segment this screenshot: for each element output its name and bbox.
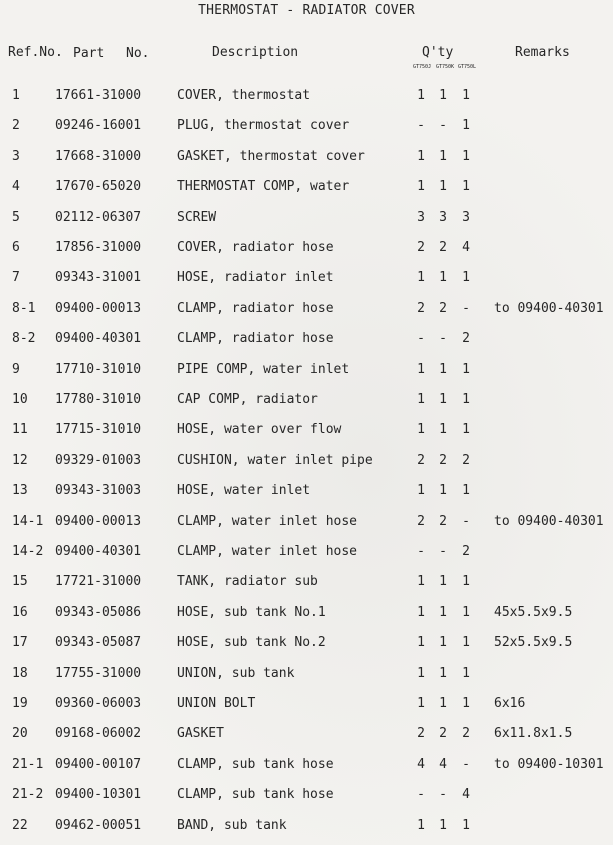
part-number-cell: 09360-06003 [55, 696, 142, 711]
part-number-cell: 09343-05086 [55, 604, 142, 620]
qty-cell-gt750l: 1 [462, 696, 470, 711]
ref-cell: 15 [12, 574, 28, 590]
qty-cell-gt750k: 1 [439, 817, 447, 833]
description-cell: CLAMP, sub tank hose [177, 756, 334, 772]
qty-cell-gt750j: 1 [417, 179, 425, 195]
qty-cell-gt750j: 1 [417, 270, 425, 286]
ref-cell: 13 [12, 483, 28, 499]
part-number-cell: 09329-01003 [55, 452, 142, 468]
ref-cell: 12 [12, 452, 28, 468]
qty-cell-gt750j: 1 [417, 604, 425, 620]
remarks-cell: to 09400-10301 [494, 756, 604, 772]
table-row [0, 88, 613, 108]
ref-cell: 4 [12, 179, 20, 195]
qty-cell-gt750l: 1 [462, 88, 470, 103]
qty-cell-gt750k: - [439, 787, 447, 803]
part-number-cell: 09400-00013 [55, 300, 142, 316]
description-cell: HOSE, radiator inlet [177, 270, 334, 286]
qty-cell-gt750k: 1 [439, 148, 447, 164]
ref-cell: 20 [12, 726, 28, 742]
qty-cell-gt750j: 1 [417, 665, 425, 681]
part-number-cell: 02112-06307 [55, 209, 142, 225]
table-row [0, 666, 613, 686]
part-number-cell: 09343-31003 [55, 483, 142, 499]
qty-cell-gt750k: 1 [439, 392, 447, 407]
qty-cell-gt750k: 1 [439, 635, 447, 651]
qty-cell-gt750j: 1 [417, 574, 425, 590]
qty-cell-gt750l: 2 [462, 452, 470, 468]
table-row [0, 240, 613, 260]
part-number-cell: 09400-40301 [55, 544, 142, 559]
qty-cell-gt750j: 2 [417, 513, 425, 529]
qty-cell-gt750j: - [417, 544, 425, 559]
qty-cell-gt750j: 2 [417, 452, 425, 468]
description-cell: CLAMP, sub tank hose [177, 787, 334, 803]
qty-cell-gt750j: 1 [417, 696, 425, 711]
qty-cell-gt750k: 1 [439, 361, 447, 377]
ref-cell: 17 [12, 635, 28, 651]
qty-cell-gt750l: - [462, 513, 470, 529]
description-cell: THERMOSTAT COMP, water [177, 179, 350, 195]
table-row [0, 483, 613, 503]
table-row [0, 179, 613, 199]
part-number-cell: 09400-10301 [55, 787, 142, 803]
qty-cell-gt750l: 1 [462, 270, 470, 286]
qty-cell-gt750k: 1 [439, 88, 447, 103]
qty-cell-gt750j: 1 [417, 361, 425, 377]
part-number-cell: 17710-31010 [55, 361, 142, 377]
description-cell: GASKET [177, 726, 224, 742]
part-header: Part [73, 46, 105, 61]
ref-cell: 11 [12, 422, 28, 438]
model-label-3: GT750L [458, 64, 477, 70]
table-row [0, 696, 613, 716]
table-row [0, 270, 613, 290]
qty-cell-gt750k: 2 [439, 513, 447, 529]
part-number-cell: 17856-31000 [55, 240, 142, 255]
description-cell: PIPE COMP, water inlet [177, 361, 350, 377]
qty-cell-gt750j: 2 [417, 726, 425, 742]
ref-cell: 9 [12, 361, 20, 377]
ref-cell: 7 [12, 270, 20, 286]
qty-cell-gt750l: 1 [462, 483, 470, 499]
qty-cell-gt750l: 2 [462, 726, 470, 742]
qty-cell-gt750k: 1 [439, 574, 447, 590]
description-cell: CLAMP, water inlet hose [177, 513, 358, 529]
table-row [0, 331, 613, 351]
qty-cell-gt750k: - [439, 331, 447, 347]
qty-cell-gt750j: 2 [417, 240, 425, 255]
description-cell: GASKET, thermostat cover [177, 148, 365, 164]
remarks-cell: 52x5.5x9.5 [494, 635, 573, 651]
table-row [0, 301, 613, 321]
ref-cell: 3 [12, 148, 20, 164]
qty-cell-gt750j: 3 [417, 209, 425, 225]
qty-cell-gt750l: 1 [462, 422, 470, 438]
part-number-cell: 09168-06002 [55, 726, 142, 742]
qty-cell-gt750k: 1 [439, 665, 447, 681]
qty-cell-gt750j: 1 [417, 817, 425, 833]
description-cell: HOSE, water over flow [177, 422, 342, 438]
table-row [0, 635, 613, 655]
qty-cell-gt750j: - [417, 118, 425, 134]
description-cell: BAND, sub tank [177, 817, 287, 833]
qty-cell-gt750k: 4 [439, 756, 447, 772]
qty-cell-gt750l: 1 [462, 604, 470, 620]
part-number-cell: 09343-31001 [55, 270, 142, 286]
table-row [0, 574, 613, 594]
ref-cell: 21-2 [12, 787, 44, 803]
qty-cell-gt750j: 1 [417, 422, 425, 438]
description-cell: PLUG, thermostat cover [177, 118, 350, 134]
qty-cell-gt750l: 1 [462, 635, 470, 651]
part-number-cell: 09246-16001 [55, 118, 142, 134]
qty-cell-gt750l: 4 [462, 240, 470, 255]
qty-cell-gt750l: 1 [462, 361, 470, 377]
page-title: THERMOSTAT - RADIATOR COVER [198, 3, 415, 18]
ref-cell: 10 [12, 392, 28, 407]
part-number-cell: 09343-05087 [55, 635, 142, 651]
ref-cell: 22 [12, 817, 28, 833]
qty-cell-gt750l: 1 [462, 665, 470, 681]
part-number-cell: 17780-31010 [55, 392, 142, 407]
table-row [0, 362, 613, 382]
qty-cell-gt750k: 1 [439, 604, 447, 620]
qty-cell-gt750j: 1 [417, 88, 425, 103]
qty-cell-gt750j: 2 [417, 300, 425, 316]
part-number-cell: 17661-31000 [55, 88, 142, 103]
qty-cell-gt750l: 1 [462, 148, 470, 164]
qty-cell-gt750j: 1 [417, 148, 425, 164]
ref-cell: 6 [12, 240, 20, 255]
table-row [0, 392, 613, 412]
ref-cell: 1 [12, 88, 20, 103]
qty-cell-gt750j: 1 [417, 635, 425, 651]
qty-cell-gt750j: 4 [417, 756, 425, 772]
part-number-cell: 17670-65020 [55, 179, 142, 195]
qty-cell-gt750l: 1 [462, 179, 470, 195]
qty-cell-gt750k: 2 [439, 300, 447, 316]
qty-cell-gt750k: 1 [439, 696, 447, 711]
description-cell: CAP COMP, radiator [177, 392, 318, 407]
qty-cell-gt750k: 1 [439, 422, 447, 438]
ref-cell: 18 [12, 665, 28, 681]
description-cell: UNION, sub tank [177, 665, 295, 681]
table-row [0, 453, 613, 473]
qty-cell-gt750k: 2 [439, 240, 447, 255]
qty-cell-gt750l: 2 [462, 331, 470, 347]
qty-cell-gt750j: 1 [417, 483, 425, 499]
ref-cell: 2 [12, 118, 20, 134]
remarks-cell: 6x11.8x1.5 [494, 726, 573, 742]
qty-cell-gt750j: - [417, 331, 425, 347]
qty-cell-gt750j: 1 [417, 392, 425, 407]
ref-cell: 8-1 [12, 300, 36, 316]
remarks-cell: 6x16 [494, 696, 526, 711]
description-cell: CLAMP, radiator hose [177, 331, 334, 347]
table-row [0, 514, 613, 534]
qty-cell-gt750l: 2 [462, 544, 470, 559]
description-cell: TANK, radiator sub [177, 574, 318, 590]
no-header: No. [126, 46, 150, 61]
description-cell: CLAMP, water inlet hose [177, 544, 358, 559]
description-cell: CLAMP, radiator hose [177, 300, 334, 316]
table-row [0, 726, 613, 746]
remarks-cell: 45x5.5x9.5 [494, 604, 573, 620]
qty-cell-gt750k: 1 [439, 270, 447, 286]
description-cell: HOSE, water inlet [177, 483, 311, 499]
ref-cell: 5 [12, 209, 20, 225]
qty-cell-gt750l: 1 [462, 817, 470, 833]
qty-cell-gt750l: 1 [462, 574, 470, 590]
ref-cell: 16 [12, 604, 28, 620]
description-cell: CUSHION, water inlet pipe [177, 452, 373, 468]
table-row [0, 210, 613, 230]
qty-cell-gt750k: - [439, 544, 447, 559]
description-cell: SCREW [177, 209, 217, 225]
part-number-cell: 09400-00107 [55, 756, 142, 772]
description-cell: COVER, thermostat [177, 88, 311, 103]
part-number-cell: 09462-00051 [55, 817, 142, 833]
part-number-cell: 09400-00013 [55, 513, 142, 529]
qty-cell-gt750l: - [462, 756, 470, 772]
description-cell: COVER, radiator hose [177, 240, 334, 255]
part-number-cell: 17721-31000 [55, 574, 142, 590]
ref-cell: 8-2 [12, 331, 36, 347]
remarks-header: Remarks [515, 45, 570, 60]
table-row [0, 544, 613, 564]
part-number-cell: 17715-31010 [55, 422, 142, 438]
table-row [0, 818, 613, 838]
table-row [0, 787, 613, 807]
ref-no-header: Ref.No. [8, 45, 63, 60]
qty-cell-gt750l: 1 [462, 118, 470, 134]
qty-cell-gt750j: - [417, 787, 425, 803]
model-label-1: GT750J [413, 64, 432, 70]
table-row [0, 118, 613, 138]
qty-cell-gt750l: 1 [462, 392, 470, 407]
qty-header: Q'ty [422, 45, 454, 60]
ref-cell: 19 [12, 696, 28, 711]
table-row [0, 422, 613, 442]
qty-cell-gt750k: 3 [439, 209, 447, 225]
part-number-cell: 17755-31000 [55, 665, 142, 681]
description-cell: HOSE, sub tank No.1 [177, 604, 326, 620]
ref-cell: 14-2 [12, 544, 44, 559]
qty-cell-gt750l: - [462, 300, 470, 316]
qty-cell-gt750l: 3 [462, 209, 470, 225]
table-row [0, 149, 613, 169]
qty-cell-gt750k: - [439, 118, 447, 134]
qty-cell-gt750k: 1 [439, 179, 447, 195]
remarks-cell: to 09400-40301 [494, 513, 604, 529]
qty-cell-gt750k: 2 [439, 452, 447, 468]
qty-cell-gt750l: 4 [462, 787, 470, 803]
part-number-cell: 09400-40301 [55, 331, 142, 347]
qty-cell-gt750k: 1 [439, 483, 447, 499]
remarks-cell: to 09400-40301 [494, 300, 604, 316]
ref-cell: 21-1 [12, 756, 44, 772]
description-cell: UNION BOLT [177, 696, 256, 711]
table-row [0, 757, 613, 777]
description-cell: HOSE, sub tank No.2 [177, 635, 326, 651]
description-header: Description [212, 45, 299, 60]
model-label-2: GT750K [436, 64, 455, 70]
part-number-cell: 17668-31000 [55, 148, 142, 164]
ref-cell: 14-1 [12, 513, 44, 529]
qty-cell-gt750k: 2 [439, 726, 447, 742]
table-row [0, 605, 613, 625]
